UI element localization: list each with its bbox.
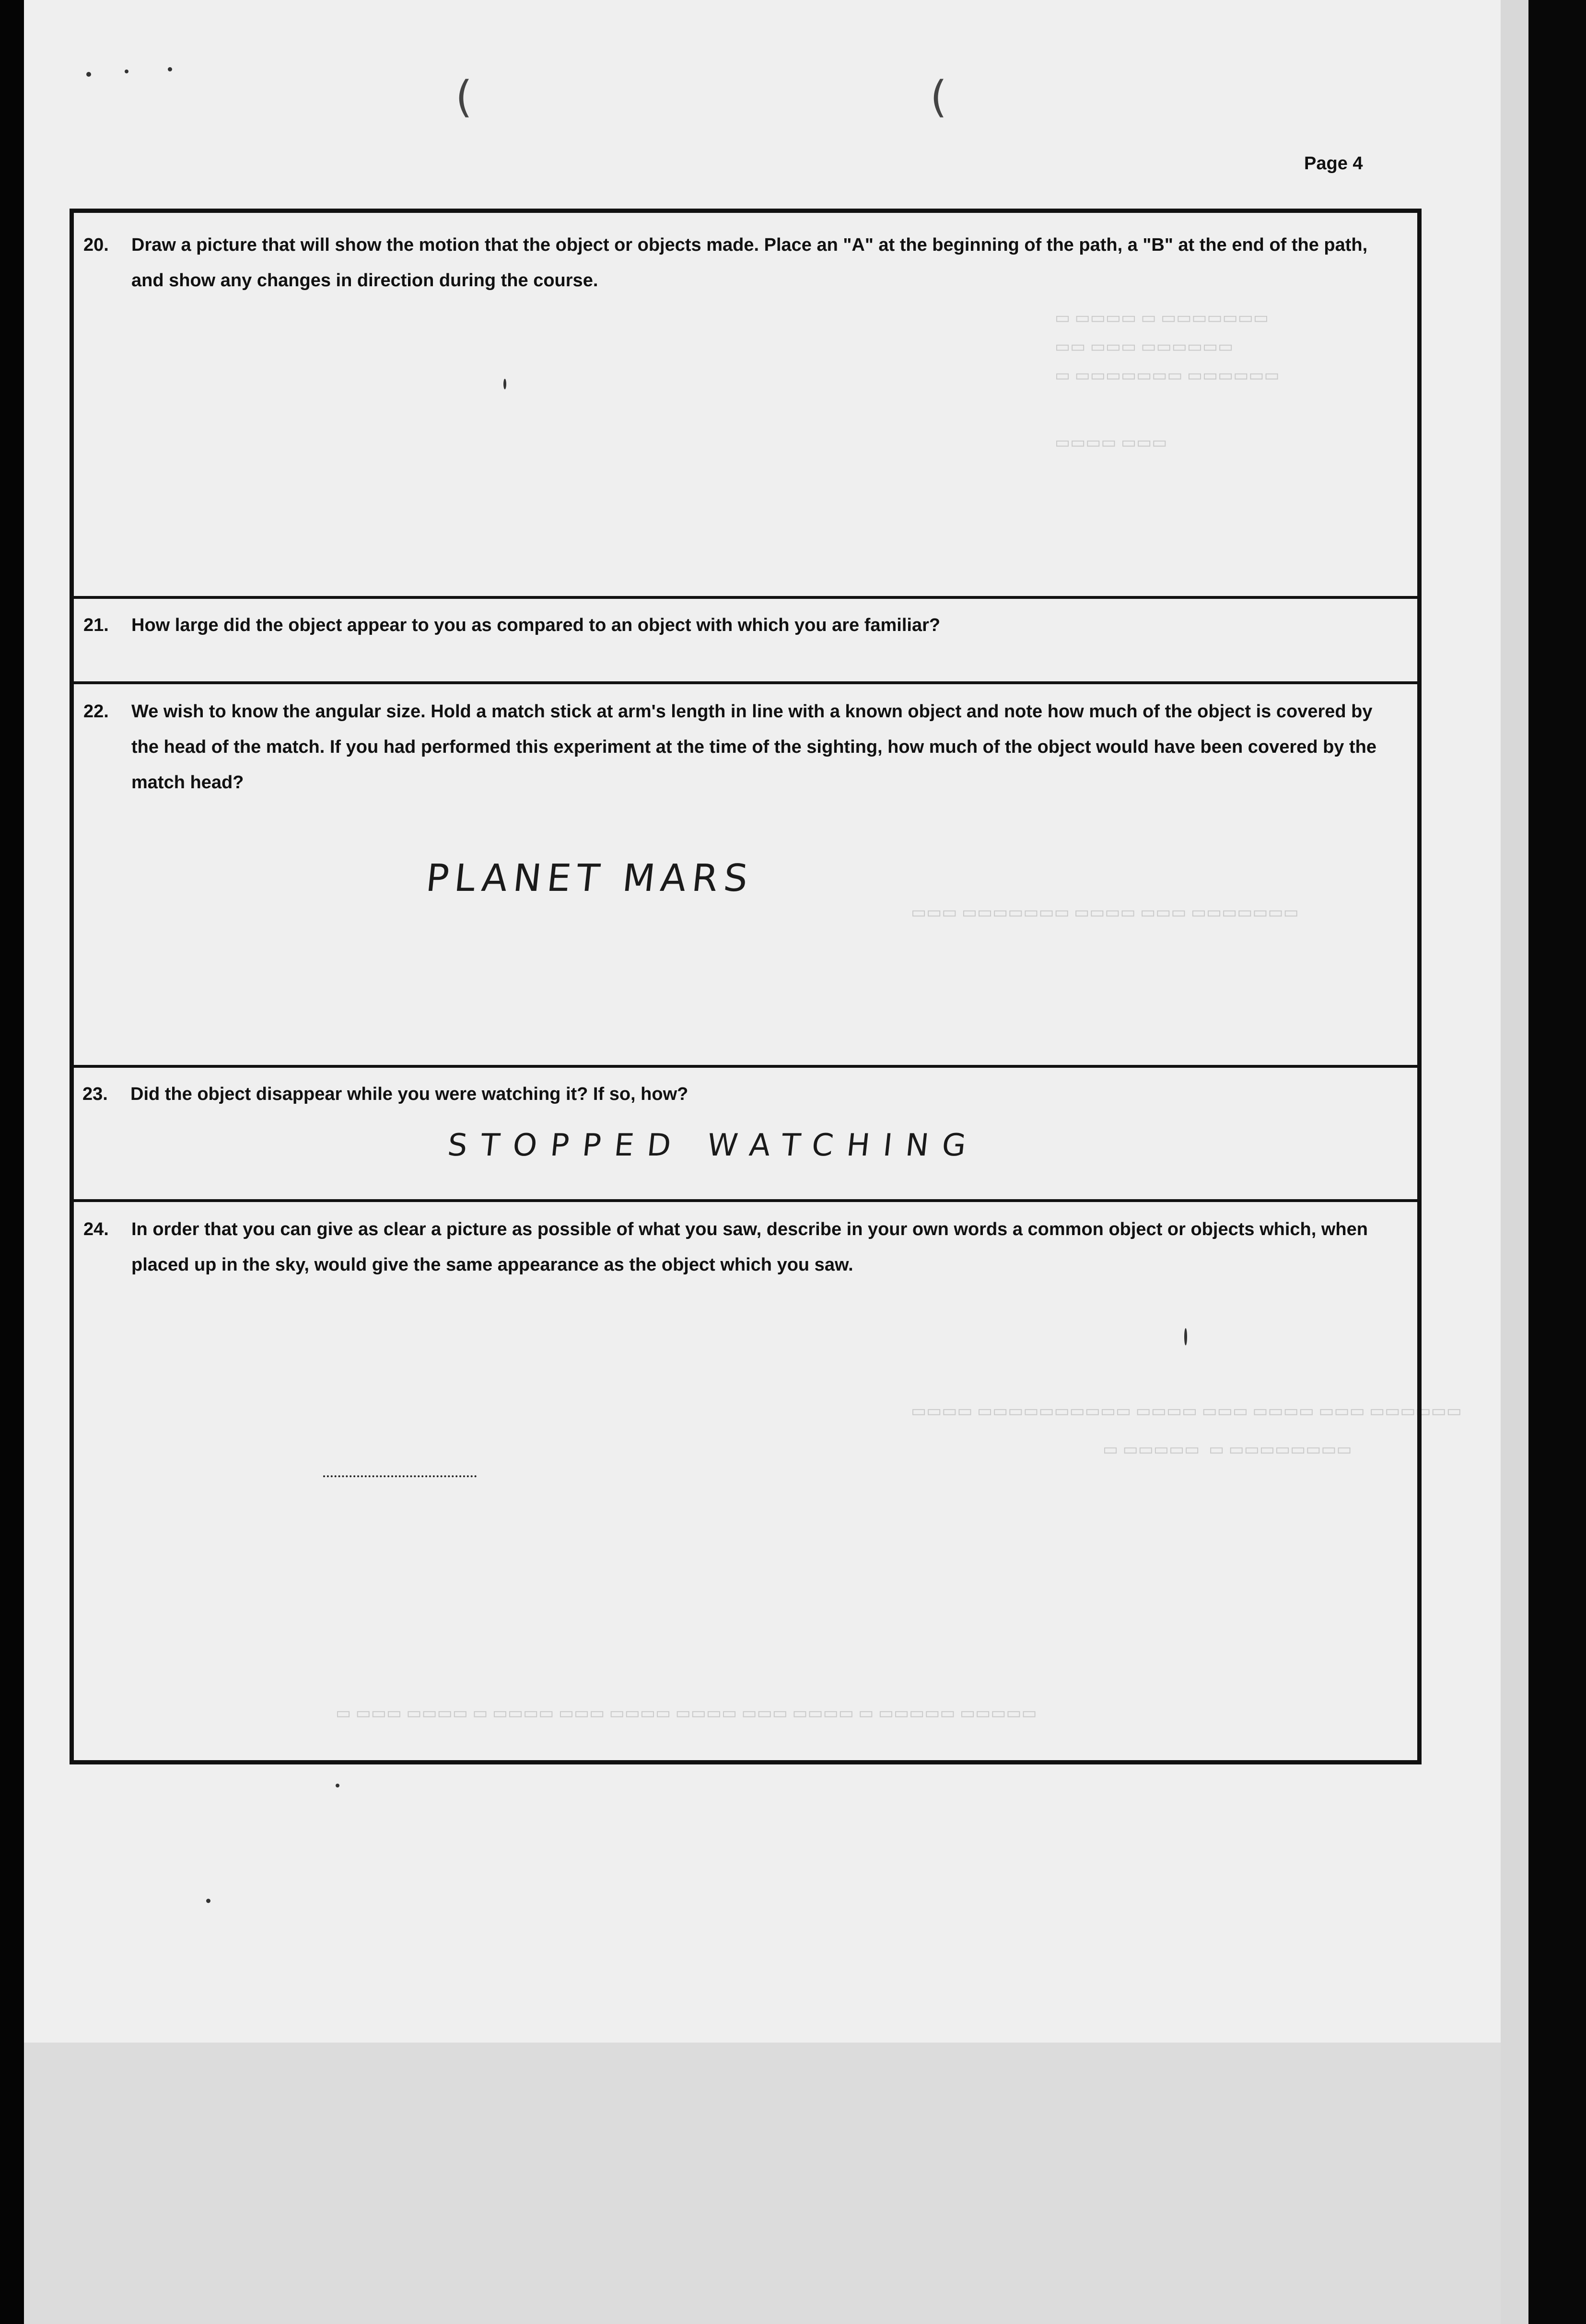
question-20-section [74, 213, 1417, 599]
scan-speck [1184, 1328, 1187, 1345]
question-24 [83, 1212, 1388, 1283]
question-number: 24. [83, 1219, 109, 1239]
handwritten-answer: STOPPED WATCHING [446, 1128, 981, 1163]
scan-border-right-paper [1501, 0, 1528, 2324]
scan-speck [206, 1899, 210, 1903]
scan-border-right [1528, 0, 1586, 2324]
question-text: We wish to know the angular size. Hold a match stick at arm's length in line with a known object and note how much of the object is covered by the head of the match. If you had performed this experiment at the time of the sighting, how much of the object would have been covered by the match head? [131, 701, 1376, 793]
page-number: Page 4 [1304, 153, 1363, 174]
question-22-section [74, 684, 1417, 1068]
question-text: In order that you can give as clear a picture as possible of what you saw, describe in your own words a common object or objects which, when placed up in the sky, would give the same appearance as the object which you saw. [131, 1219, 1368, 1275]
question-number: 23. [82, 1084, 108, 1104]
question-23-section [74, 1068, 1417, 1202]
question-text: Draw a picture that will show the motion that the object or objects made. Place an "A" at the beginning of the path, a "B" at the end of the path, and show any changes in direction during the course. [131, 235, 1368, 291]
scan-speck [125, 70, 128, 73]
question-number: 20. [83, 235, 109, 255]
question-21 [83, 607, 1388, 643]
question-21-section [74, 599, 1417, 684]
question-number: 21. [83, 615, 109, 635]
question-24-section [74, 1202, 1417, 1763]
punch-hole-mark: ( [455, 72, 473, 122]
scan-speck [168, 67, 172, 71]
punch-hole-mark: ( [930, 72, 947, 122]
question-22 [83, 694, 1388, 800]
question-23 [82, 1076, 1387, 1112]
scan-speck [86, 72, 91, 77]
handwritten-answer: PLANET MARS [424, 857, 756, 900]
scan-speck [336, 1784, 339, 1787]
questionnaire-form [70, 209, 1422, 1764]
question-text: How large did the object appear to you as compared to an object with which you are familiar? [131, 615, 941, 635]
scan-bottom-band [24, 2043, 1501, 2324]
scan-border-left [0, 0, 24, 2324]
question-number: 22. [83, 701, 109, 722]
scan-speck [503, 379, 506, 389]
question-20 [83, 227, 1388, 298]
question-text: Did the object disappear while you were watching it? If so, how? [130, 1084, 688, 1104]
dotted-line [323, 1475, 477, 1477]
